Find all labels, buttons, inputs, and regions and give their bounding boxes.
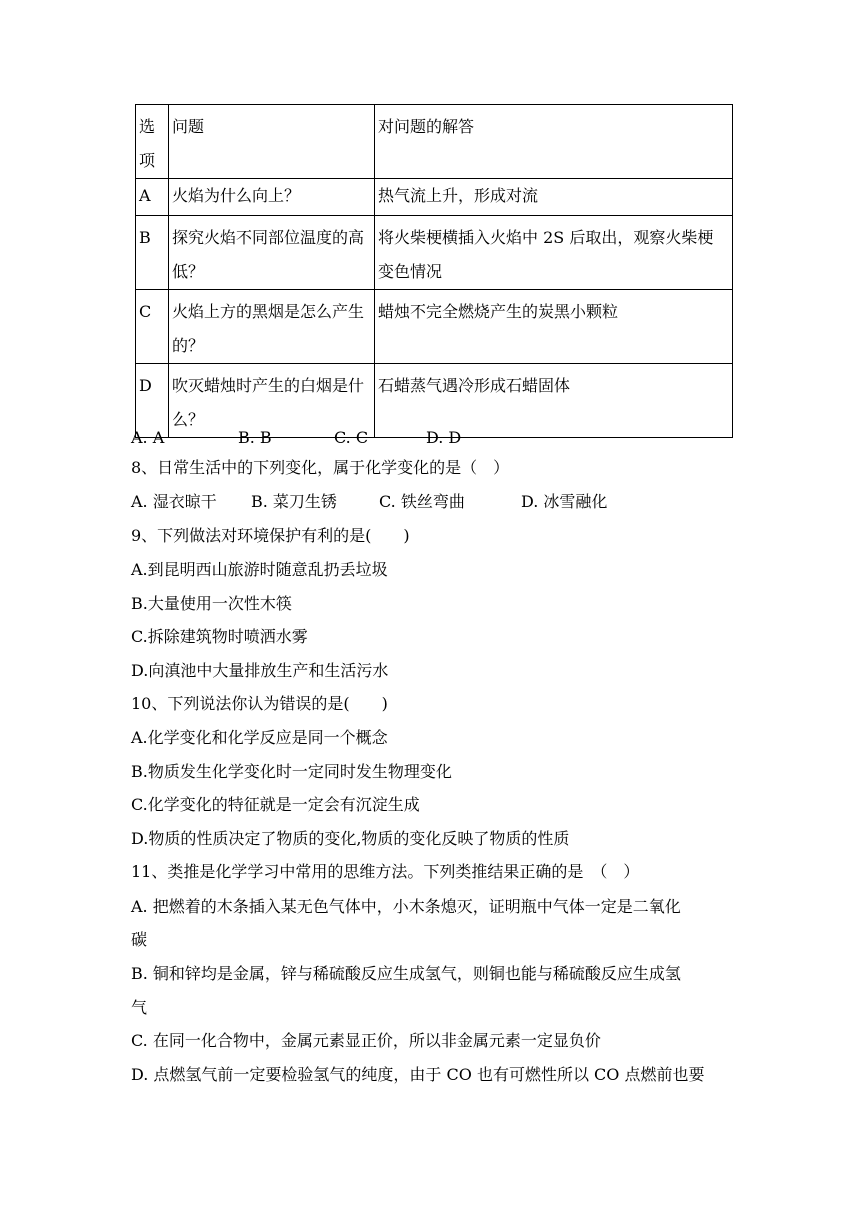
row-option: C — [136, 290, 169, 364]
q7-options — [131, 428, 461, 448]
q11-line: B. 铜和锌均是金属，锌与稀硫酸反应生成氢气，则铜也能与稀硫酸反应生成氢 — [131, 964, 681, 983]
qa-table — [135, 104, 733, 438]
q8-option-d: D. 冰雪融化 — [521, 492, 608, 511]
table-row — [136, 216, 733, 290]
q11-line: D. 点燃氢气前一定要检验氢气的纯度，由于 CO 也有可燃性所以 CO 点燃前也要 — [131, 1065, 705, 1084]
q8-stem: 8、日常生活中的下列变化，属于化学变化的是（ ） — [131, 458, 510, 477]
header-option: 选项 — [136, 105, 169, 179]
row-answer: 将火柴梗横插入火焰中 2S 后取出，观察火柴梗变色情况 — [375, 216, 733, 290]
q7-option-c: C. C — [334, 428, 369, 447]
q10-option: A.化学变化和化学反应是同一个概念 — [131, 728, 388, 747]
q10-option: D.物质的性质决定了物质的变化,物质的变化反映了物质的性质 — [131, 829, 570, 848]
q7-option-b: B. B — [238, 428, 272, 447]
row-answer: 石蜡蒸气遇冷形成石蜡固体 — [375, 364, 733, 438]
row-answer: 蜡烛不完全燃烧产生的炭黑小颗粒 — [375, 290, 733, 364]
q9-option: C.拆除建筑物时喷洒水雾 — [131, 627, 308, 646]
table-row — [136, 364, 733, 438]
q7-option-a: A. A — [131, 428, 165, 447]
q10-stem: 10、下列说法你认为错误的是( ) — [131, 694, 388, 713]
q8-option-b: B. 菜刀生锈 — [251, 492, 337, 511]
q9-option: D.向滇池中大量排放生产和生活污水 — [131, 661, 389, 680]
table-header-row — [136, 105, 733, 179]
q9-option: B.大量使用一次性木筷 — [131, 594, 292, 613]
q11-line: C. 在同一化合物中，金属元素显正价，所以非金属元素一定显负价 — [131, 1031, 601, 1050]
q10-option: C.化学变化的特征就是一定会有沉淀生成 — [131, 795, 420, 814]
row-answer: 热气流上升，形成对流 — [375, 179, 733, 216]
q9-stem: 9、下列做法对环境保护有利的是( ) — [131, 526, 410, 545]
q9-option: A.到昆明西山旅游时随意乱扔丢垃圾 — [131, 560, 388, 579]
row-question: 火焰上方的黑烟是怎么产生的？ — [169, 290, 375, 364]
q11-stem: 11、类推是化学学习中常用的思维方法。下列类推结果正确的是 （ ） — [131, 862, 640, 881]
row-question: 吹灭蜡烛时产生的白烟是什么？ — [169, 364, 375, 438]
row-question: 火焰为什么向上？ — [169, 179, 375, 216]
row-option: A — [136, 179, 169, 216]
q8-options — [131, 492, 607, 512]
q10-option: B.物质发生化学变化时一定同时发生物理变化 — [131, 762, 452, 781]
q11-line: A. 把燃着的木条插入某无色气体中，小木条熄灭，证明瓶中气体一定是二氧化 — [131, 897, 681, 916]
table-row — [136, 290, 733, 364]
row-option: D — [136, 364, 169, 438]
q11-line: 气 — [131, 998, 148, 1017]
q8-option-c: C. 铁丝弯曲 — [379, 492, 465, 511]
q8-option-a: A. 湿衣晾干 — [131, 492, 217, 511]
header-question: 问题 — [169, 105, 375, 179]
row-question: 探究火焰不同部位温度的高低？ — [169, 216, 375, 290]
table-row — [136, 179, 733, 216]
q11-line: 碳 — [131, 930, 148, 949]
row-option: B — [136, 216, 169, 290]
q7-option-d: D. D — [426, 428, 462, 447]
header-answer: 对问题的解答 — [375, 105, 733, 179]
